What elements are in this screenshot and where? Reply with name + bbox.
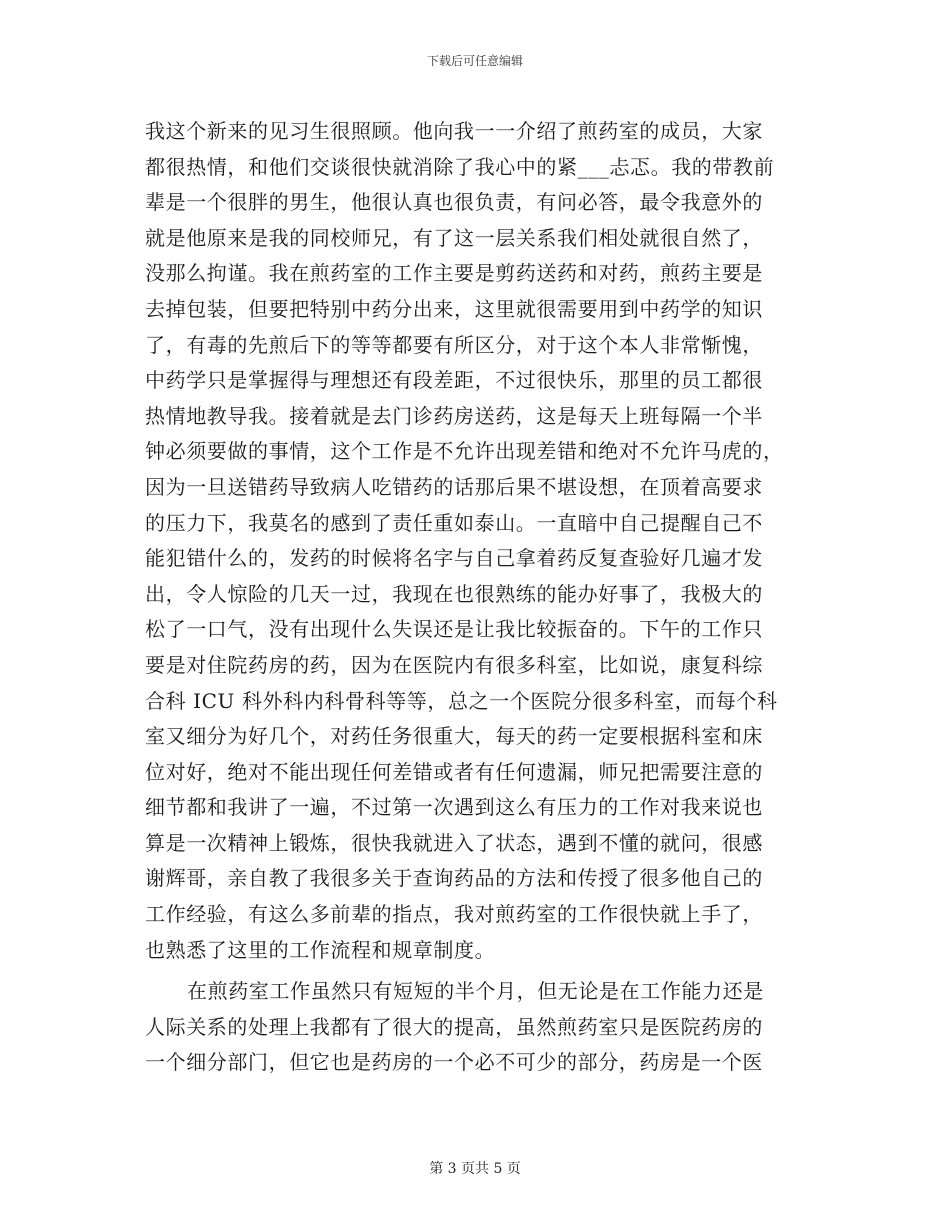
text-line: 在煎药室工作虽然只有短短的半个月，但无论是在工作能力还是 (187, 979, 764, 1004)
text-line: 要是对住院药房的药，因为在医院内有很多科室，比如说，康复科综 (145, 652, 763, 677)
text-line: 位对好，绝对不能出现任何差错或者有任何遗漏，师兄把需要注意的 (145, 759, 763, 784)
text-line: 钟必须要做的事情，这个工作是不允许出现差错和绝对不允许马虎的， (145, 439, 784, 464)
text-line: 我这个新来的见习生很照顾。他向我一一介绍了煎药室的成员，大家 (145, 119, 763, 143)
text-line: 能犯错什么的，发药的时候将名字与自己拿着药反复查验好几遍才发 (145, 546, 763, 571)
paragraph-2 (145, 974, 805, 1081)
page-footer: 第 3 页共 5 页 (429, 1161, 521, 1177)
text-line: 辈是一个很胖的男生，他很认真也很负责，有问必答，最令我意外的 (145, 190, 763, 215)
document-body (145, 114, 805, 1081)
text-line: 去掉包装，但要把特别中药分出来，这里就很需要用到中药学的知识 (145, 296, 763, 321)
text-line: 算是一次精神上锻炼，很快我就进入了状态，遇到不懂的就问，很感 (145, 830, 763, 855)
text-line: 没那么拘谨。我在煎药室的工作主要是剪药送药和对药，煎药主要是 (145, 261, 763, 286)
text-line: 了，有毒的先煎后下的等等都要有所区分，对于这个本人非常惭愧， (145, 332, 763, 357)
page-header: 下载后可任意编辑 (426, 54, 523, 68)
text-line: 热情地教导我。接着就是去门诊药房送药，这是每天上班每隔一个半 (145, 403, 763, 428)
paragraph-1 (145, 114, 805, 968)
text-line: 的压力下，我莫名的感到了责任重如泰山。一直暗中自己提醒自己不 (145, 510, 763, 535)
text-line: 合科 ICU 科外科内科骨科等等，总之一个医院分很多科室，而每个科 (145, 688, 778, 713)
text-line: 松了一口气，没有出现什么失误还是让我比较振奋的。下午的工作只 (145, 617, 763, 642)
text-line: 出，令人惊险的几天一过，我现在也很熟练的能办好事了，我极大的 (145, 581, 763, 606)
text-line: 人际关系的处理上我都有了很大的提高，虽然煎药室只是医院药房的 (145, 1014, 763, 1039)
text-line: 都很热情，和他们交谈很快就消除了我心中的紧___忐忑。我的带教前 (145, 154, 775, 179)
text-line: 工作经验，有这么多前辈的指点，我对煎药室的工作很快就上手了， (145, 902, 763, 927)
text-line: 一个细分部门，但它也是药房的一个必不可少的部分，药房是一个医 (145, 1050, 763, 1075)
text-line: 就是他原来是我的同校师兄，有了这一层关系我们相处就很自然了， (145, 225, 763, 250)
text-line: 谢辉哥，亲自教了我很多关于查询药品的方法和传授了很多他自己的 (145, 866, 763, 891)
text-line: 室又细分为好几个，对药任务很重大，每天的药一定要根据科室和床 (145, 724, 763, 749)
text-line: 中药学只是掌握得与理想还有段差距，不过很快乐，那里的员工都很 (145, 368, 763, 393)
text-line: 细节都和我讲了一遍，不过第一次遇到这么有压力的工作对我来说也 (145, 795, 763, 820)
text-line: 因为一旦送错药导致病人吃错药的话那后果不堪设想，在顶着高要求 (145, 474, 763, 499)
text-line: 也熟悉了这里的工作流程和规章制度。 (145, 937, 496, 962)
